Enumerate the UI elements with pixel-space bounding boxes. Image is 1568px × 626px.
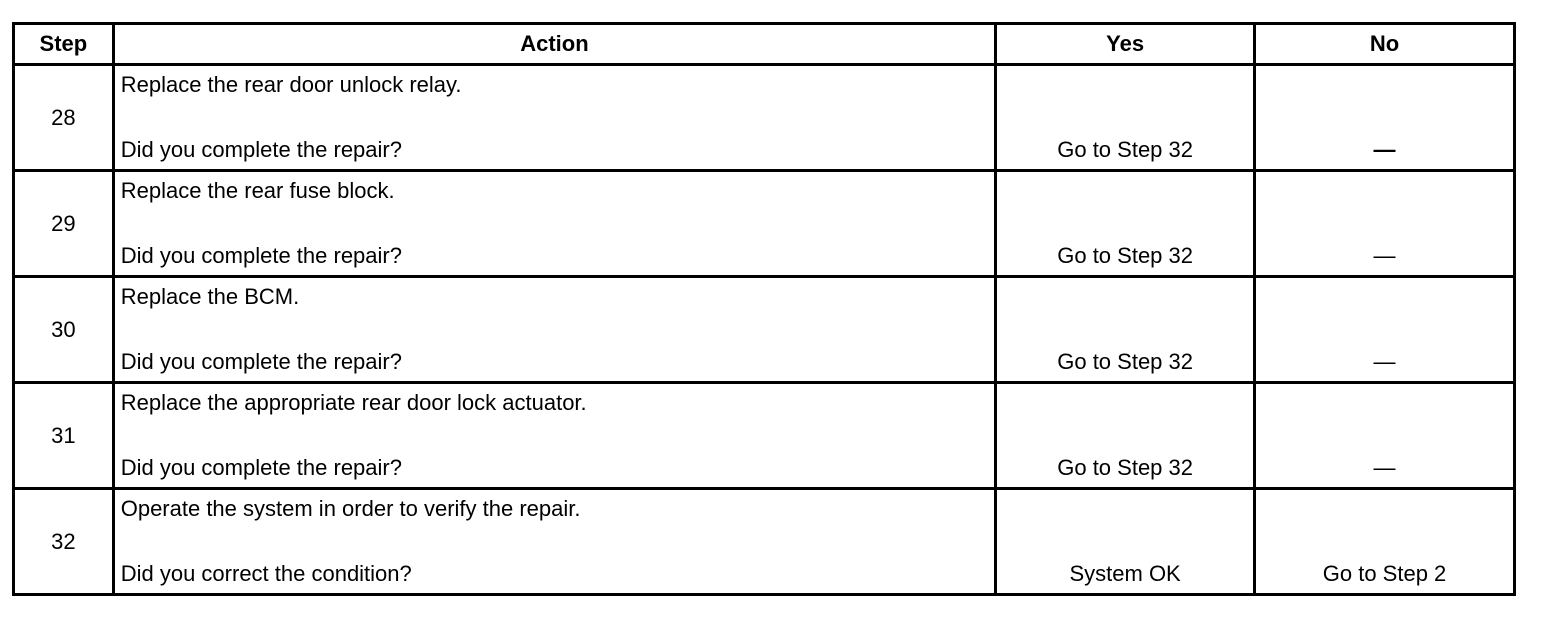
action-cell bbox=[113, 65, 995, 171]
table-row bbox=[14, 277, 1515, 383]
no-result: — bbox=[1373, 137, 1396, 162]
step-number: 31 bbox=[14, 383, 114, 489]
no-cell bbox=[1255, 383, 1515, 489]
yes-cell bbox=[996, 383, 1255, 489]
diagnostic-table bbox=[12, 22, 1516, 596]
table-row bbox=[14, 65, 1515, 171]
header-no: No bbox=[1255, 24, 1515, 65]
table-row bbox=[14, 383, 1515, 489]
action-instruction: Replace the rear fuse block. bbox=[120, 178, 395, 203]
action-cell bbox=[113, 489, 995, 595]
table-row bbox=[14, 489, 1515, 595]
no-result: Go to Step 2 bbox=[1322, 561, 1447, 586]
action-question: Did you complete the repair? bbox=[120, 455, 402, 480]
action-question: Did you complete the repair? bbox=[120, 243, 402, 268]
yes-result: Go to Step 32 bbox=[1057, 243, 1193, 268]
yes-cell bbox=[996, 65, 1255, 171]
action-instruction: Replace the appropriate rear door lock actuator. bbox=[120, 390, 587, 415]
yes-result: Go to Step 32 bbox=[1057, 455, 1193, 480]
action-cell bbox=[113, 383, 995, 489]
no-cell bbox=[1255, 489, 1515, 595]
step-number: 30 bbox=[14, 277, 114, 383]
no-result: — bbox=[1373, 243, 1396, 268]
action-instruction: Operate the system in order to verify the repair. bbox=[120, 496, 581, 521]
yes-cell bbox=[996, 171, 1255, 277]
yes-cell bbox=[996, 489, 1255, 595]
yes-cell bbox=[996, 277, 1255, 383]
no-result: — bbox=[1373, 349, 1396, 374]
action-instruction: Replace the rear door unlock relay. bbox=[120, 72, 462, 97]
header-yes: Yes bbox=[996, 24, 1255, 65]
step-number: 32 bbox=[14, 489, 114, 595]
action-cell bbox=[113, 277, 995, 383]
action-question: Did you complete the repair? bbox=[120, 349, 402, 374]
header-action: Action bbox=[113, 24, 995, 65]
step-number: 28 bbox=[14, 65, 114, 171]
yes-result: Go to Step 32 bbox=[1057, 137, 1193, 162]
yes-result: System OK bbox=[1069, 561, 1181, 586]
header-step: Step bbox=[14, 24, 114, 65]
table-header-row bbox=[14, 24, 1515, 65]
action-instruction: Replace the BCM. bbox=[120, 284, 300, 309]
table-row bbox=[14, 171, 1515, 277]
no-result: — bbox=[1373, 455, 1396, 480]
no-cell bbox=[1255, 277, 1515, 383]
yes-result: Go to Step 32 bbox=[1057, 349, 1193, 374]
action-cell bbox=[113, 171, 995, 277]
action-question: Did you correct the condition? bbox=[120, 561, 412, 586]
action-question: Did you complete the repair? bbox=[120, 137, 402, 162]
no-cell bbox=[1255, 65, 1515, 171]
step-number: 29 bbox=[14, 171, 114, 277]
no-cell bbox=[1255, 171, 1515, 277]
